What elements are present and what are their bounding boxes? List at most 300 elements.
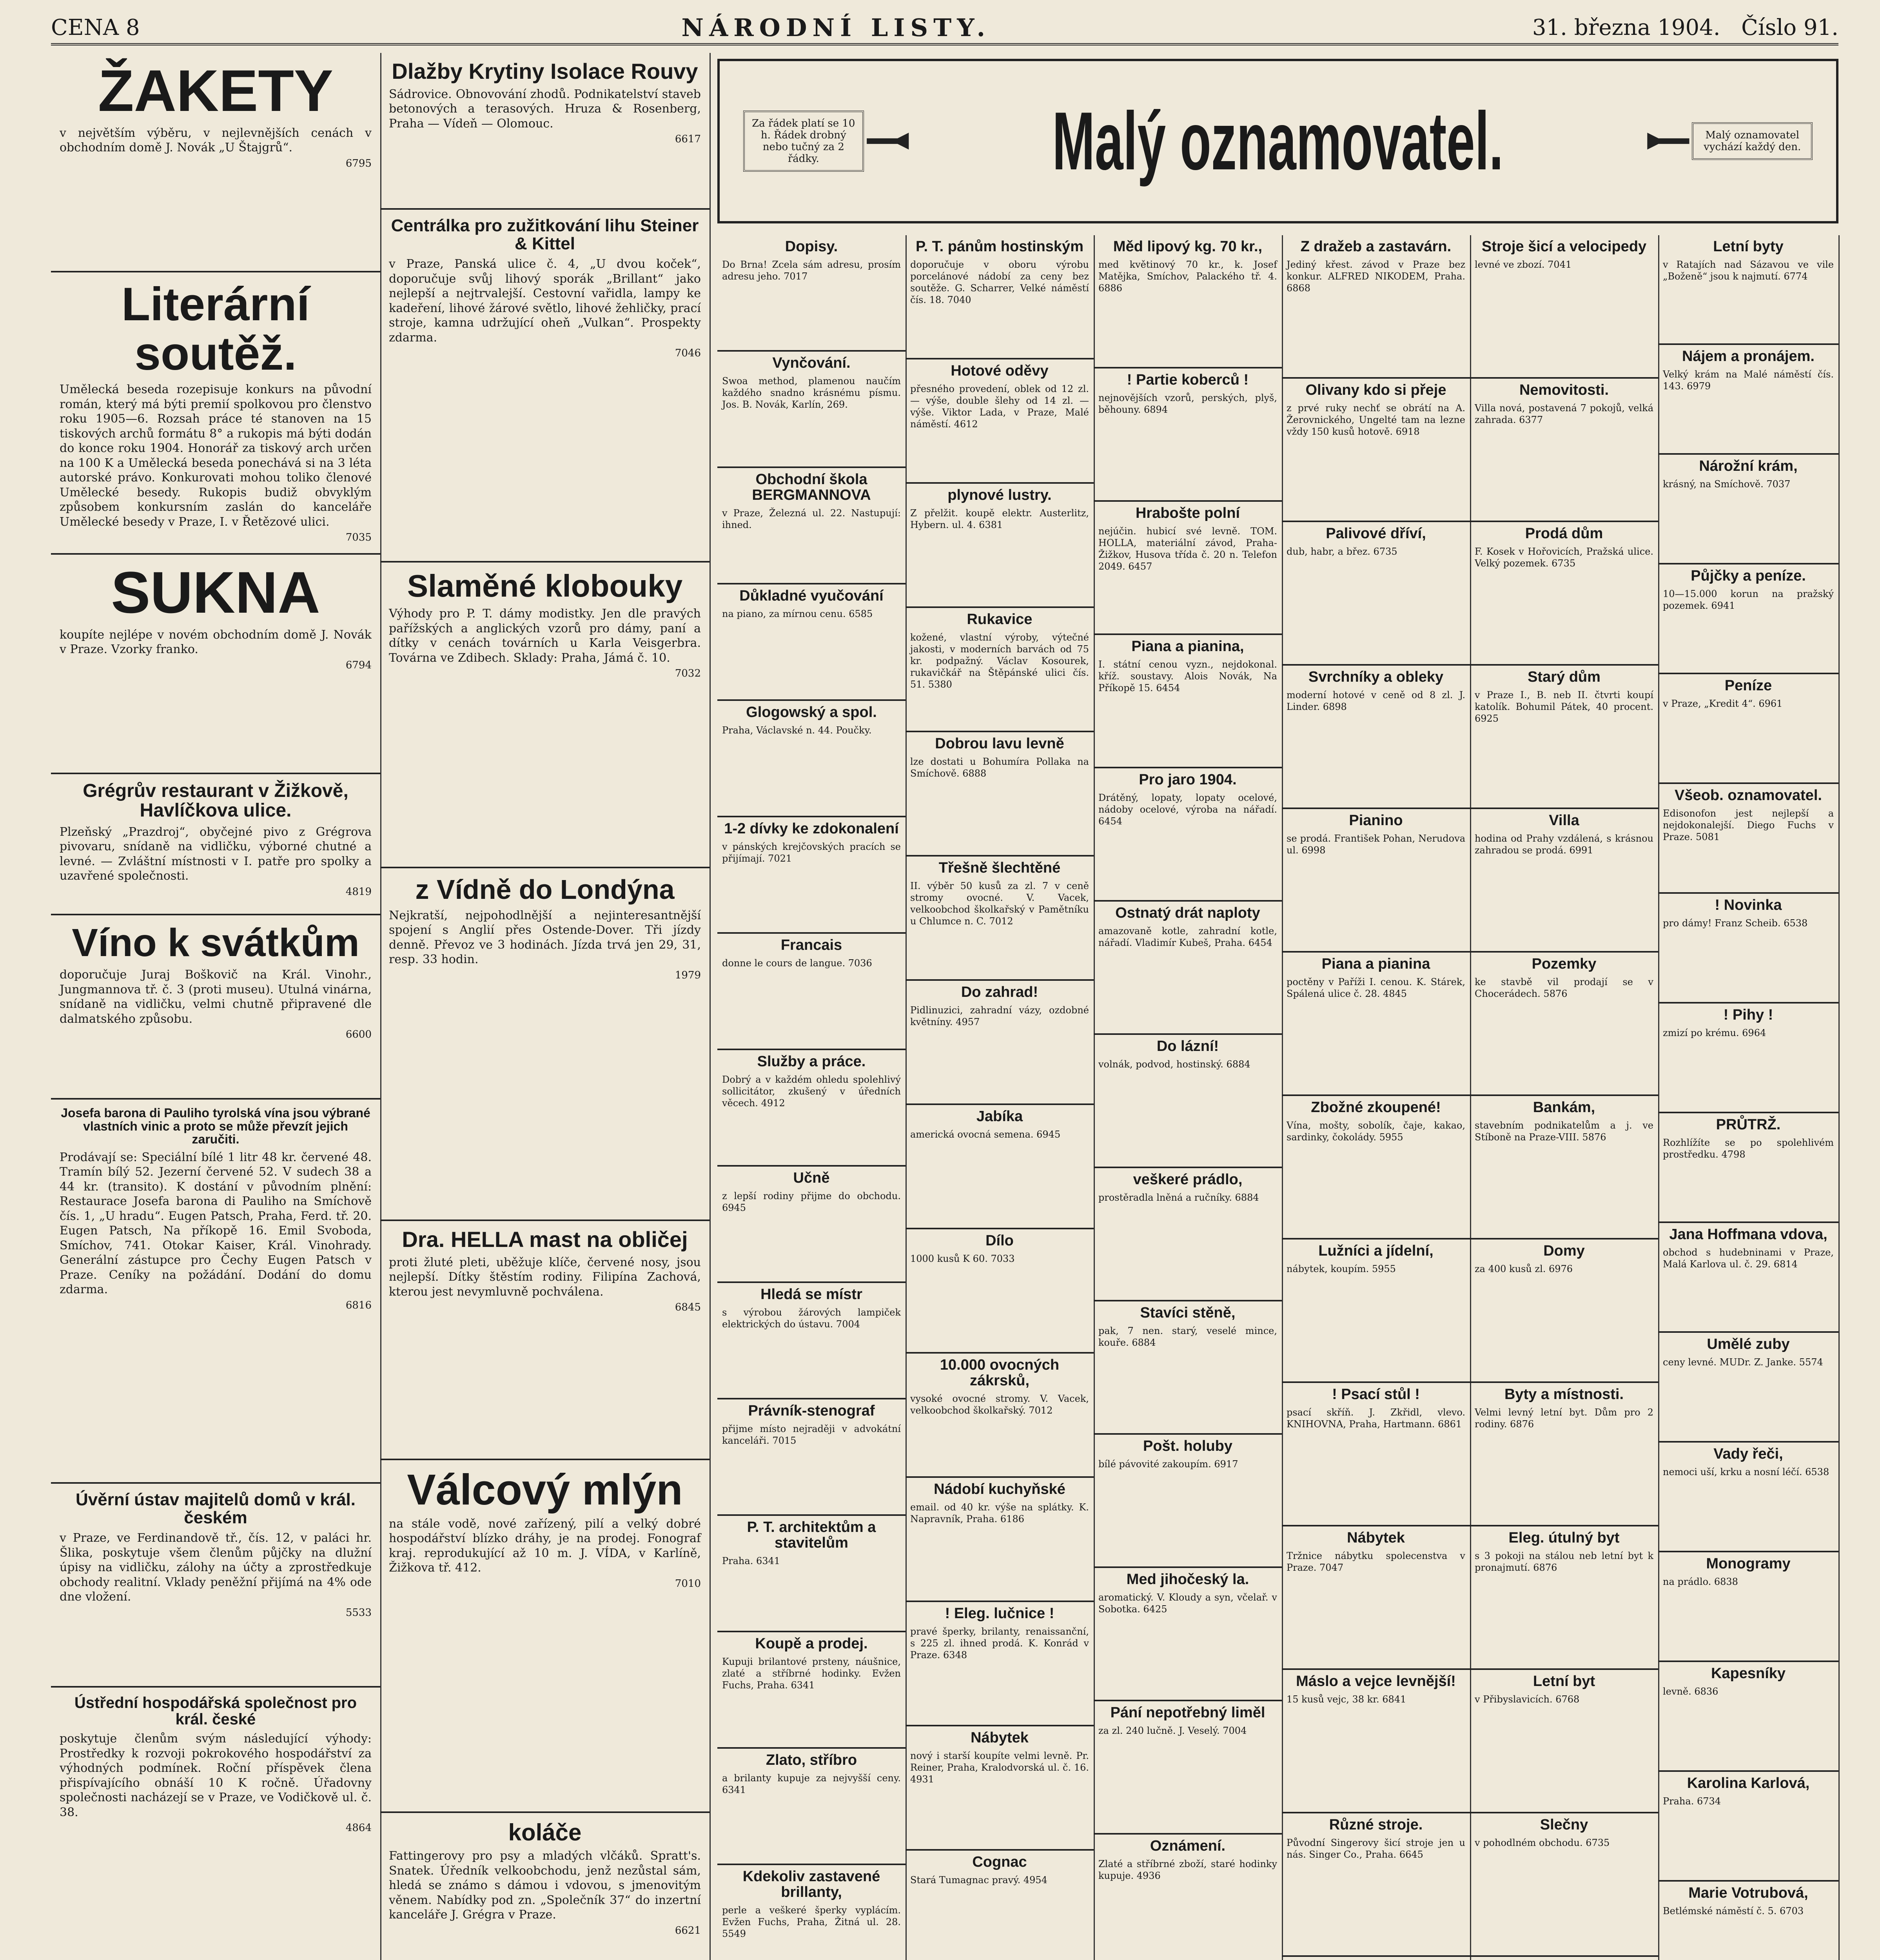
advertisement	[51, 53, 380, 272]
classified-text: v Přibyslavicích. 6768	[1475, 1693, 1580, 1705]
page-header	[51, 12, 1838, 45]
classified-title: Kapesníky	[1711, 1665, 1786, 1682]
classified-text: levně. 6836	[1663, 1686, 1718, 1697]
classified-ad	[1658, 1333, 1838, 1443]
classified-ad	[1470, 1670, 1658, 1813]
classified-ad	[1094, 1568, 1282, 1701]
classified-title: Stavíci stěně,	[1140, 1305, 1236, 1321]
classified-ad	[1470, 953, 1658, 1096]
classified-text: stavebním podnikatelům a j. ve Stíboně na Praze-VIII. 5876	[1475, 1120, 1653, 1143]
classified-text: Drátěný, lopaty, lopaty ocelové, nádoby ocelové, výroba na nářadí. 6454	[1098, 792, 1277, 827]
classified-ad	[1658, 1004, 1838, 1113]
classified-title: ! Pihy !	[1723, 1007, 1773, 1023]
classified-ad	[1094, 1168, 1282, 1301]
classified-ad	[1094, 635, 1282, 768]
classified-ad	[906, 235, 1094, 359]
classified-title: plynové lustry.	[947, 487, 1052, 503]
ad-title: Josefa barona di Pauliho tyrolská vína jsou výbrané vlastních vinic a proto se může převzít jejich zaručiti.	[61, 1106, 370, 1147]
classified-text: Velmi levný letní byt. Dům pro 2 rodiny. 6876	[1475, 1406, 1653, 1430]
ad-title: Víno k svátkům	[72, 921, 359, 965]
classified-ad	[1094, 1835, 1282, 1960]
classified-ad	[906, 1726, 1094, 1851]
classified-ad	[717, 584, 906, 701]
classified-title: Jana Hoffmana vdova,	[1669, 1226, 1827, 1243]
advertisement	[51, 1688, 380, 1960]
classified-text: v pohodlném obchodu. 6735	[1475, 1837, 1610, 1848]
classified-title: Eleg. útulný byt	[1508, 1530, 1620, 1546]
classified-text: s výrobou žárových lampiček elektrických do ústavu. 7004	[722, 1307, 901, 1330]
classified-title: Ostnatý drát naploty	[1115, 905, 1260, 921]
classified-text: Praha. 6341	[722, 1555, 780, 1566]
classified-ad	[1094, 902, 1282, 1035]
classified-title: Máslo a vejce levnější!	[1296, 1673, 1456, 1690]
classified-text: volnák, podvod, hostinský. 6884	[1098, 1058, 1250, 1070]
classified-title: Nábytek	[971, 1730, 1029, 1746]
classified-ad	[1658, 1772, 1838, 1882]
classified-ad	[1094, 502, 1282, 635]
classified-text: F. Kosek v Hořovicích, Pražská ulice. Velký pozemek. 6735	[1475, 546, 1653, 569]
classified-title: Pianino	[1349, 812, 1403, 829]
classified-ad	[717, 1865, 906, 1960]
advertisement	[380, 210, 710, 563]
classified-title: Byty a místnosti.	[1504, 1386, 1624, 1403]
classified-text: v pánských krejčovských pracích se přijímají. 7021	[722, 841, 901, 864]
ad-title: SUKNA	[111, 559, 320, 625]
classified-title: Monogramy	[1706, 1555, 1791, 1572]
ad-title: Dra. HELLA mast na obličej	[402, 1227, 688, 1252]
classified-text: Vína, mošty, sobolík, čaje, kakao, sardinky, čokolády. 5955	[1287, 1120, 1465, 1143]
classified-ad	[1282, 953, 1470, 1096]
classified-text: obchod s hudebninami v Praze, Malá Karlova ul. č. 29. 6814	[1663, 1247, 1834, 1270]
classified-text: a brilanty kupuje za nejvyšší ceny. 6341	[722, 1772, 901, 1795]
classified-title: Prodá dům	[1525, 525, 1603, 542]
advertisement	[380, 563, 710, 868]
classified-text: s 3 pokoji na stálou neb letní byt k pronajmutí. 6876	[1475, 1550, 1653, 1573]
classified-title: veškeré prádlo,	[1133, 1171, 1243, 1188]
classified-text: prostěradla lněná a ručníky. 6884	[1098, 1192, 1259, 1203]
ad-text: doporučuje Juraj Boškovič na Král. Vinohr., Jungmannova tř. č. 3 (proti museu). Utulná vinárna, snídaně na vidličku, velmi chutně připravené dle dalmatského způsobu.	[60, 968, 372, 1026]
classified-title: ! Eleg. lučnice !	[945, 1605, 1054, 1622]
classified-title: Med jihočeský la.	[1126, 1571, 1249, 1588]
classified-ad	[1470, 522, 1658, 666]
classified-ad	[1658, 235, 1838, 345]
classified-column	[1094, 235, 1283, 1960]
classified-title: Oznámení.	[1150, 1838, 1226, 1854]
classified-ad	[1470, 1240, 1658, 1383]
classified-title: Peníze	[1724, 677, 1772, 694]
classified-ad	[906, 484, 1094, 608]
column-left	[51, 53, 381, 1960]
classified-title: Hotové oděvy	[951, 363, 1049, 379]
ad-number: 7035	[345, 532, 372, 543]
classified-ad	[717, 934, 906, 1050]
ad-text: Prodávají se: Speciální bílé 1 litr 48 kr. červené 48. Tramín bílý 52. Jezerní červené 52. V sudech 38 a 44 kr. (transito). K dostání v původním plnění: Restaurace Josefa barona di Pauliho na Smíchově čís. 1, „U hradu“. Eugen Patsch, Praha, Ferd. tř. 20. Eugen Patsch, Na příkopě 16. Emil Svoboda, Smíchov, 741. Otokar Kaiser, Král. Vinohrady. Generální zástupce pro Čechy Eugen Patsch v Praze. Ceníky na požádání. Dodání do domu zdarma.	[60, 1150, 372, 1297]
classified-text: Z přelžit. koupě elektr. Austerlitz, Hybern. ul. 4. 6381	[910, 507, 1089, 530]
classified-ad	[1470, 666, 1658, 809]
advertisement	[51, 774, 380, 915]
advertisement	[51, 1484, 380, 1688]
ad-title: Grégrův restaurant v Žižkově, Havlíčkova ulice.	[83, 780, 348, 821]
classified-title: Rukavice	[967, 611, 1033, 628]
ad-number: 6617	[675, 133, 701, 145]
classified-ad	[1094, 1301, 1282, 1435]
column-second	[380, 53, 711, 1960]
classified-ad	[1094, 368, 1282, 502]
classified-ad	[1282, 1813, 1470, 1957]
advertisement	[51, 1100, 380, 1484]
classified-ad	[717, 1632, 906, 1749]
ad-title: ŽAKETY	[98, 58, 333, 123]
classified-text: Zlaté a stříbrné zboží, staré hodinky kupuje. 4936	[1098, 1858, 1277, 1881]
banner-info-box: Malý oznamovatel vychází každý den.	[1692, 122, 1813, 160]
classified-title: Koupě a prodej.	[755, 1635, 868, 1652]
classified-text: ceny levné. MUDr. Z. Janke. 5574	[1663, 1356, 1823, 1368]
advertisement	[380, 1221, 710, 1460]
classified-text: Do Brna! Zcela sám adresu, prosím adresu jeho. 7017	[722, 259, 901, 282]
classified-text: 1000 kusů K 60. 7033	[910, 1253, 1015, 1264]
classified-title: Karolina Karlová,	[1687, 1775, 1810, 1791]
classified-ad	[906, 1354, 1094, 1478]
classified-ad	[717, 1749, 906, 1865]
classified-text: Dobrý a v každém ohledu spolehlivý sollicitátor, zkušený v úředních věcech. 4912	[722, 1074, 901, 1109]
classified-title: Piana a pianina,	[1131, 638, 1244, 655]
classified-text: na piano, za mírnou cenu. 6585	[722, 608, 873, 619]
advertisement	[51, 915, 380, 1100]
ad-text: proti žluté pleti, uběžuje klíče, červené nosy, jsou nejlepší. Dítky štěstím rodiny. Filipína Zachová, kterou jest nevymluvně pochválena.	[389, 1255, 701, 1299]
ad-title: Válcový mlýn	[407, 1466, 683, 1514]
classified-title: PRŮTRŽ.	[1716, 1116, 1781, 1133]
classified-ad	[1470, 1957, 1658, 1960]
classified-text: nejúčin. hubicí své levně. TOM. HOLLA, materiální závod, Praha-Žižkov, Husova třída č. 20 n. Telefon 2049. 6457	[1098, 525, 1277, 572]
classified-text: pro dámy! Franz Scheib. 6538	[1663, 917, 1808, 929]
classified-title: Jabíka	[976, 1108, 1023, 1125]
classified-text: přijme místo nejraději v advokátní kanceláři. 7015	[722, 1423, 901, 1446]
advertisement	[51, 272, 380, 555]
ad-number: 4819	[345, 886, 372, 898]
classified-text: nový i starší koupíte velmi levně. Pr. Reiner, Praha, Kralodvorská ul. č. 16. 4931	[910, 1750, 1089, 1785]
ad-title: koláče	[508, 1819, 582, 1846]
classified-ad	[1282, 522, 1470, 666]
classified-text: Villa nová, postavená 7 pokojů, velká zahrada. 6377	[1475, 402, 1653, 425]
classified-ad	[1094, 1035, 1282, 1168]
classified-text: Praha, Václavské n. 44. Poučky.	[722, 724, 872, 736]
classified-ad	[717, 1283, 906, 1399]
classified-title: Zbožné zkoupené!	[1311, 1099, 1441, 1116]
classified-ad	[1282, 1240, 1470, 1383]
classified-text: Praha. 6734	[1663, 1795, 1721, 1807]
classified-title: Pošt. holuby	[1143, 1438, 1232, 1454]
ad-title: Ústřední hospodářská společnost pro král. české	[74, 1694, 357, 1728]
classified-title: Všeob. oznamovatel.	[1675, 787, 1822, 804]
classified-ad	[717, 1516, 906, 1632]
classified-text: přesného provedení, oblek od 12 zl. — výše, double šlehy od 14 zl. — výše. Viktor Lada, v Praze, Malé náměstí. 4612	[910, 383, 1089, 430]
classified-text: na prádlo. 6838	[1663, 1576, 1738, 1587]
classified-title: Cognac	[972, 1854, 1027, 1870]
classified-title: Hledá se místr	[760, 1286, 862, 1303]
classified-ad	[1658, 784, 1838, 894]
classified-text: v Praze, „Kredit 4“. 6961	[1663, 698, 1783, 709]
classified-text: ke stavbě vil prodají se v Chocerádech. 5876	[1475, 976, 1653, 999]
ad-title: Dlažby Krytiny Isolace Rouvy	[392, 59, 698, 83]
classified-title: Důkladné vyučování	[739, 588, 884, 604]
classified-text: Kupuji brilantové prsteny, náušnice, zlaté a stříbrné hodinky. Evžen Fuchs, Praha. 6341	[722, 1656, 901, 1691]
classified-column	[906, 235, 1095, 1960]
classified-title: Bankám,	[1533, 1099, 1595, 1116]
classified-title: Starý dům	[1528, 669, 1601, 685]
ad-number: 7032	[675, 668, 701, 679]
classified-ad	[906, 1229, 1094, 1354]
classified-ad	[1470, 1526, 1658, 1670]
classified-text: krásný, na Smíchově. 7037	[1663, 478, 1791, 490]
classified-text: dub, habr, a břez. 6735	[1287, 546, 1397, 557]
classified-ad	[906, 732, 1094, 857]
classified-title: Olivany kdo si přeje	[1305, 382, 1446, 398]
classified-ad	[1282, 666, 1470, 809]
ad-number: 6845	[675, 1301, 701, 1314]
classified-column	[1470, 235, 1659, 1960]
classified-title: Pro jaro 1904.	[1139, 771, 1237, 788]
classified-ad	[1658, 1552, 1838, 1662]
classified-text: Rozhlížíte se po spolehlivém prostředku. 4798	[1663, 1137, 1834, 1160]
classified-ad	[1470, 379, 1658, 522]
classified-ad	[1658, 894, 1838, 1004]
classified-text: psací skříň. J. Zkřidl, vlevo. KNIHOVNA, Praha, Hartmann. 6861	[1287, 1406, 1465, 1430]
ad-title: Slaměné klobouky	[407, 568, 683, 603]
classified-ad	[1094, 768, 1282, 902]
classified-text: kožené, vlastní výroby, výtečné jakosti, v moderních barvách od 75 kr. podpažný. Václav Kosourek, rukavičkář na Štěpánské ulici čís. 51. 5380	[910, 632, 1089, 690]
classified-ad	[906, 359, 1094, 484]
ad-text: Sádrovice. Obnovování zhodů. Podnikatelství staveb betonových a terasových. Hruza & Rosenberg, Praha — Vídeň — Olomouc.	[389, 87, 701, 131]
pointing-hand-icon	[864, 118, 915, 165]
classified-title: 1-2 dívky ke zdokonalení	[724, 820, 899, 837]
classified-text: v Praze, Železná ul. 22. Nastupují: ihned.	[722, 507, 901, 530]
classified-title: Nárožní krám,	[1699, 458, 1798, 474]
classified-ad	[1470, 809, 1658, 953]
classified-title: Palivové dříví,	[1326, 525, 1426, 542]
classified-column	[1658, 235, 1840, 1960]
classified-text: pak, 7 nen. starý, veselé mince, kouře. 6884	[1098, 1325, 1277, 1348]
classified-title: Pozemky	[1532, 956, 1597, 972]
classified-title: Z dražeb a zastavárn.	[1300, 238, 1452, 255]
classified-title: Dobrou lavu levně	[935, 735, 1064, 752]
classified-text: doporučuje v oboru výrobu porcelánové nádobí za ceny bez soutěže. G. Scharrer, Velké náměstí čís. 18. 7040	[910, 259, 1089, 305]
classified-ad	[1094, 1701, 1282, 1835]
classified-title: Letní byt	[1533, 1673, 1595, 1690]
header-left: CENA 8	[51, 15, 140, 40]
classified-ad	[906, 1478, 1094, 1602]
classified-ad	[717, 468, 906, 584]
classified-title: Lužníci a jídelní,	[1318, 1243, 1434, 1259]
classified-text: nemoci uší, krku a nosní léčí. 6538	[1663, 1466, 1829, 1477]
classified-title: Právník-stenograf	[748, 1403, 875, 1419]
classified-title: P. T. architektům a stavitelům	[747, 1519, 876, 1551]
advertisement	[380, 868, 710, 1221]
classified-ad	[1658, 1223, 1838, 1333]
classified-text: z lepší rodiny přijme do obchodu. 6945	[722, 1190, 901, 1213]
classified-text: II. výběr 50 kusů za zl. 7 v ceně stromy ovocné. V. Vacek, velkoobchod školkařský v Pamětníku u Chlumce n. C. 7012	[910, 880, 1089, 927]
classified-ad	[717, 1167, 906, 1283]
advertisement	[380, 1460, 710, 1813]
pointing-hand-icon	[1642, 118, 1692, 165]
classified-title: Nádobí kuchyňské	[934, 1481, 1065, 1497]
classified-title: Nemovitosti.	[1519, 382, 1609, 398]
classified-ad	[1658, 1662, 1838, 1772]
ad-text: v největším výběru, v nejlevnějších cenách v obchodním domě J. Novák „U Štajgrů“.	[60, 126, 372, 154]
classified-title: Umělé zuby	[1707, 1336, 1790, 1352]
classified-text: levné ve zbozí. 7041	[1475, 259, 1572, 270]
classified-text: Jediný křest. závod v Praze bez konkur. ALFRED NIKODEM, Praha. 6868	[1287, 259, 1465, 294]
ad-number: 5533	[345, 1606, 372, 1619]
classified-title: Vynčování.	[772, 355, 851, 371]
classified-text: donne le cours de langue. 7036	[722, 957, 872, 969]
classified-text: aromatický. V. Kloudy a syn, včelař. v Sobotka. 6425	[1098, 1592, 1277, 1615]
classified-text: pravé šperky, brilanty, renaissanční, s 225 zl. ihned prodá. K. Konrád v Praze. 6348	[910, 1626, 1089, 1661]
classified-ad	[1282, 809, 1470, 953]
ad-number: 7046	[675, 347, 701, 359]
classified-text: Pidlinuzici, zahradní vázy, ozdobné květníny. 4957	[910, 1004, 1089, 1027]
ad-title: z Vídně do Londýna	[415, 874, 675, 905]
classified-ad	[1470, 235, 1658, 379]
classified-ad	[1658, 1443, 1838, 1552]
classified-text: za zl. 240 lučně. J. Veselý. 7004	[1098, 1725, 1247, 1736]
classified-text: nábytek, koupím. 5955	[1287, 1263, 1396, 1274]
ad-number: 6600	[345, 1029, 372, 1040]
classified-text: med květinový 70 kr., k. Josef Matějka, Smíchov, Palackého tř. 4. 6886	[1098, 259, 1277, 294]
classified-text: za 400 kusů zl. 6976	[1475, 1263, 1573, 1274]
ad-text: na stále vodě, nové zařízený, pilí a velký dobré hospodářství blízko dráhy, je na prodej. Fonograf kraj. reprodukující až 10 m. J. VÍDA, v Karlíně, Žižkova tř. 412.	[389, 1517, 701, 1575]
banner-price-box: Za řádek platí se 10 h. Řádek drobný nebo tučný za 2 řádky.	[743, 111, 864, 172]
ad-text: Umělecká beseda rozepisuje konkurs na původní román, který má býti premií spolkovou pro členstvo roku 1905—6. Rozsah práce té stanoven na 15 tiskových archů formátu 8° a rukopis má býti dodán do konce roku 1904. Honorář za tiskový arch určen na 100 K a Umělecká beseda ponechává si na 3 léta autorské právo. Konkurovati mohou toliko členové Umělecké besedy. Rukopis budiž obvyklým způsobem konkursním zaslán do kanceláře Umělecké besedy v Praze, I. v Řetězové ulici.	[60, 383, 372, 529]
classified-title: Slečny	[1540, 1817, 1588, 1833]
classified-ad	[1282, 235, 1470, 379]
classified-text: americká ovocná semena. 6945	[910, 1129, 1061, 1140]
classified-ad	[717, 1399, 906, 1516]
classified-title: Letní byty	[1713, 238, 1784, 255]
classified-text: 10—15.000 korun na pražský pozemek. 6941	[1663, 588, 1834, 611]
ad-text: Výhody pro P. T. dámy modistky. Jen dle pravých pařížských a anglických vzorů pro dámy, paní a dítky v cenách továrních u Karla Veisgerbra. Továrna ve Zdibech. Sklady: Praha, Jámá č. 10.	[389, 607, 701, 665]
classified-ad	[1282, 1670, 1470, 1813]
classified-title: Glogowský a spol.	[746, 704, 877, 720]
classified-ad	[717, 817, 906, 934]
advertisement	[380, 53, 710, 210]
classified-ad	[1282, 1957, 1470, 1960]
classified-ad	[1282, 379, 1470, 522]
classified-ad	[1282, 1383, 1470, 1526]
classified-title: Villa	[1549, 812, 1579, 829]
classified-ad	[1094, 1435, 1282, 1568]
ad-number: 6816	[345, 1299, 372, 1311]
classified-ad	[906, 981, 1094, 1105]
classified-text: hodina od Prahy vzdálená, s krásnou zahradou se prodá. 6991	[1475, 833, 1653, 856]
classified-title: ! Novinka	[1715, 897, 1782, 913]
classified-ad	[717, 701, 906, 817]
classified-text: vysoké ovocné stromy. V. Vacek, velkoobchod školkařský. 7012	[910, 1393, 1089, 1416]
classified-text: Betlémské náměstí č. 5. 6703	[1663, 1905, 1804, 1916]
classified-title: Třešně šlechtěné	[938, 860, 1061, 876]
classified-title: Hrabošte polní	[1135, 505, 1240, 521]
classified-text: z prvé ruky nechť se obrátí na A. Žerovnického, Ungelté tam na lezne vždy 150 kusů hotově. 6918	[1287, 402, 1465, 437]
classified-text: moderní hotové v ceně od 8 zl. J. Linder. 6898	[1287, 689, 1465, 712]
classified-ad	[1470, 1813, 1658, 1957]
classified-ad	[906, 1105, 1094, 1229]
classified-text: v Ratajích nad Sázavou ve vile „Boženě“ jsou k najmutí. 6774	[1663, 259, 1834, 282]
classified-ad	[906, 608, 1094, 732]
classified-ad	[1658, 1113, 1838, 1223]
ad-number: 6621	[675, 1924, 701, 1936]
classified-text: Velký krám na Malé náměstí čís. 143. 6979	[1663, 368, 1834, 392]
ad-text: koupíte nejlépe v novém obchodním domě J. Novák v Praze. Vzorky franko.	[60, 628, 372, 656]
classified-ad	[1094, 235, 1282, 368]
classified-title: Domy	[1543, 1243, 1585, 1259]
header-date: 31. března 1904. Číslo 91.	[1532, 15, 1838, 40]
classified-text: Swoa method, plamenou naučím každého snadno krásnému písmu. Jos. B. Novák, Karlín, 269.	[722, 375, 901, 410]
classified-text: se prodá. František Pohan, Nerudova ul. 6998	[1287, 833, 1465, 856]
newspaper-title: NÁRODNÍ LISTY.	[681, 13, 991, 42]
ad-title: Úvěrní ústav majitelů domů v král. českém	[75, 1490, 356, 1528]
classified-ad	[906, 1602, 1094, 1726]
classified-ad	[1470, 1096, 1658, 1240]
classified-ad	[1470, 1383, 1658, 1526]
classified-title: Stroje šicí a velocipedy	[1481, 238, 1647, 255]
classified-ad	[1282, 1096, 1470, 1240]
classified-banner	[717, 59, 1838, 223]
classified-ad	[717, 1050, 906, 1167]
classified-text: lze dostati u Bohumíra Pollaka na Smíchově. 6888	[910, 756, 1089, 779]
classified-title: Pání nepotřebný liměl	[1110, 1704, 1265, 1721]
classified-text: zmizí po krému. 6964	[1663, 1027, 1766, 1038]
classified-title: ! Psací stůl !	[1332, 1386, 1420, 1403]
classified-ad	[717, 352, 906, 468]
classified-title: Nájem a pronájem.	[1682, 348, 1815, 365]
ad-number: 6794	[345, 659, 372, 671]
ad-text: v Praze, Panská ulice č. 4, „U dvou koček“, doporučuje svůj lihový sporák „Brillant“ jako nejlepší a nejtrvalejší. Cestovní vařidla, lampy ke kadeření, lihové žárové světlo, lihové žehličky, prací stroje, kamna udržující oheň „Vulkan“. Prospekty zdarma.	[389, 257, 701, 345]
classified-title: Kdekoliv zastavené brillanty,	[742, 1868, 880, 1900]
classified-title: Francais	[780, 937, 842, 953]
classified-title: Marie Votrubová,	[1688, 1885, 1808, 1901]
classified-text: Původní Singerovy šicí stroje jen u nás. Singer Co., Praha. 6645	[1287, 1837, 1465, 1860]
classified-text: poctěny v Paříži I. cenou. K. Stárek, Spálená ulice č. 28. 4845	[1287, 976, 1465, 999]
classified-ad	[717, 235, 906, 352]
ad-number: 4864	[345, 1822, 372, 1834]
classified-title: 10.000 ovocných zákrsků,	[940, 1357, 1060, 1389]
classified-title: Učně	[793, 1170, 830, 1186]
classified-text: 15 kusů vejc, 38 kr. 6841	[1287, 1693, 1406, 1705]
classified-title: Půjčky a peníze.	[1691, 568, 1806, 584]
classified-title: Obchodní škola BERGMANNOVA	[752, 471, 871, 503]
advertisement	[380, 1813, 710, 1960]
classified-text: Stará Tumagnac pravý. 4954	[910, 1874, 1047, 1886]
classified-column	[717, 235, 907, 1960]
ad-number: 7010	[675, 1577, 701, 1590]
classified-ad	[906, 1851, 1094, 1960]
ad-number: 1979	[675, 969, 701, 981]
classified-ad	[1658, 345, 1838, 455]
classified-title: ! Partie koberců !	[1127, 372, 1249, 388]
classified-title: Měd lipový kg. 70 kr.,	[1113, 238, 1263, 255]
classified-ad	[1658, 1882, 1838, 1960]
classified-title: Nábytek	[1347, 1530, 1405, 1546]
classified-title: Do zahrad!	[961, 984, 1038, 1000]
classified-ad	[1658, 674, 1838, 784]
banner-title: Malý oznamovatel.	[1052, 95, 1504, 187]
ad-title: Centrálka pro zužitkování lihu Steiner & Kittel	[391, 216, 699, 254]
classified-title: Zlato, stříbro	[766, 1752, 857, 1768]
classified-title: P. T. pánům hostinským	[916, 238, 1083, 255]
ad-text: v Praze, ve Ferdinandově tř., čís. 12, v paláci hr. Šlika, poskytuje všem členům půjčky na dlužní úpisy na vidličku, zálohy na účty a zprostředkuje obchody realitní. Vklady peněžní přijímá na 4% ode dne vložení.	[60, 1531, 372, 1604]
classified-text: Tržnice nábytku spolecenstva v Praze. 7047	[1287, 1550, 1465, 1573]
classified-title: Dopisy.	[785, 238, 838, 255]
ad-number: 6795	[345, 157, 372, 169]
